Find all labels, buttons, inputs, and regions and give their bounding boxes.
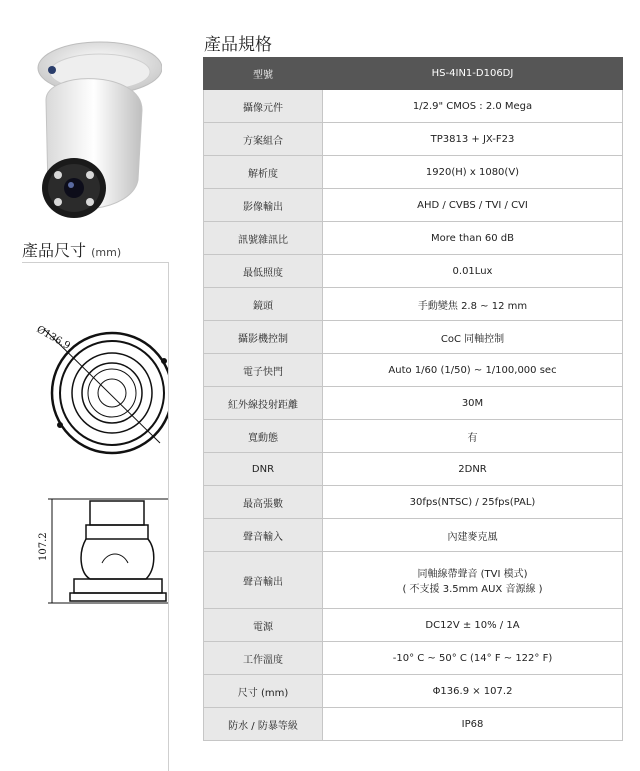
spec-value — [323, 552, 623, 609]
spec-label: DNR — [204, 453, 323, 486]
spec-value: 30fps(NTSC) / 25fps(PAL) — [323, 486, 623, 519]
spec-label: 電子快門 — [204, 354, 323, 387]
spec-label: 鏡頭 — [204, 288, 323, 321]
spec-value: AHD / CVBS / TVI / CVI — [323, 189, 623, 222]
spec-value: 0.01Lux — [323, 255, 623, 288]
table-row — [204, 708, 623, 741]
spec-label: 防水 / 防暴等級 — [204, 708, 323, 741]
spec-label: 最低照度 — [204, 255, 323, 288]
spec-value: More than 60 dB — [323, 222, 623, 255]
spec-value: 內建麥克風 — [323, 519, 623, 552]
spec-value: 1920(H) x 1080(V) — [323, 156, 623, 189]
spec-label: 訊號雜訊比 — [204, 222, 323, 255]
dimensions-panel — [22, 262, 169, 771]
table-row — [204, 519, 623, 552]
spec-value-line: ( 不支援 3.5mm AUX 音源線 ) — [402, 584, 543, 595]
table-row — [204, 420, 623, 453]
spec-label: 攝像元件 — [204, 90, 323, 123]
spec-header-value: HS-4IN1-D106DJ — [323, 58, 623, 90]
side-view-drawing — [48, 499, 168, 603]
dimensions-unit: (mm) — [91, 246, 122, 259]
spec-value: DC12V ± 10% / 1A — [323, 609, 623, 642]
spec-label: 最高張數 — [204, 486, 323, 519]
table-row — [204, 552, 623, 609]
spec-table — [203, 57, 623, 741]
table-row — [204, 675, 623, 708]
spec-value: 1/2.9" CMOS : 2.0 Mega — [323, 90, 623, 123]
spec-label: 解析度 — [204, 156, 323, 189]
spec-value: Auto 1/60 (1/50) ~ 1/100,000 sec — [323, 354, 623, 387]
spec-header-label: 型號 — [204, 58, 323, 90]
spec-label: 方案組合 — [204, 123, 323, 156]
spec-label: 寬動態 — [204, 420, 323, 453]
spec-label: 工作溫度 — [204, 642, 323, 675]
spec-label: 電源 — [204, 609, 323, 642]
dimension-drawing — [22, 263, 168, 771]
dimensions-title — [22, 238, 121, 261]
camera-photo — [22, 30, 162, 220]
table-row — [204, 156, 623, 189]
spec-value: IP68 — [323, 708, 623, 741]
dimensions-title-text: 產品尺寸 — [22, 241, 87, 260]
table-row — [204, 123, 623, 156]
table-row — [204, 642, 623, 675]
spec-label: 聲音輸入 — [204, 519, 323, 552]
spec-label: 聲音輸出 — [204, 552, 323, 609]
table-row — [204, 222, 623, 255]
table-row — [204, 189, 623, 222]
spec-label: 攝影機控制 — [204, 321, 323, 354]
table-row — [204, 486, 623, 519]
diameter-label: Ø136.9 — [34, 324, 72, 353]
table-row — [204, 255, 623, 288]
table-row — [204, 90, 623, 123]
height-label: 107.2 — [38, 532, 49, 561]
spec-header-row — [204, 58, 623, 90]
spec-value: 有 — [323, 420, 623, 453]
spec-label: 影像輸出 — [204, 189, 323, 222]
spec-value-line: 同軸線帶聲音 (TVI 模式) — [417, 569, 528, 580]
table-row — [204, 453, 623, 486]
table-row — [204, 387, 623, 420]
table-row — [204, 288, 623, 321]
spec-value: Φ136.9 × 107.2 — [323, 675, 623, 708]
table-row — [204, 321, 623, 354]
spec-label: 尺寸 (mm) — [204, 675, 323, 708]
spec-value: 手動變焦 2.8 ~ 12 mm — [323, 288, 623, 321]
spec-label: 紅外線投射距離 — [204, 387, 323, 420]
spec-value: TP3813 + JX-F23 — [323, 123, 623, 156]
spec-value: 2DNR — [323, 453, 623, 486]
table-row — [204, 354, 623, 387]
spec-value: 30M — [323, 387, 623, 420]
table-row — [204, 609, 623, 642]
spec-title: 產品規格 — [204, 35, 272, 55]
spec-value: -10° C ~ 50° C (14° F ~ 122° F) — [323, 642, 623, 675]
spec-value: CoC 同軸控制 — [323, 321, 623, 354]
